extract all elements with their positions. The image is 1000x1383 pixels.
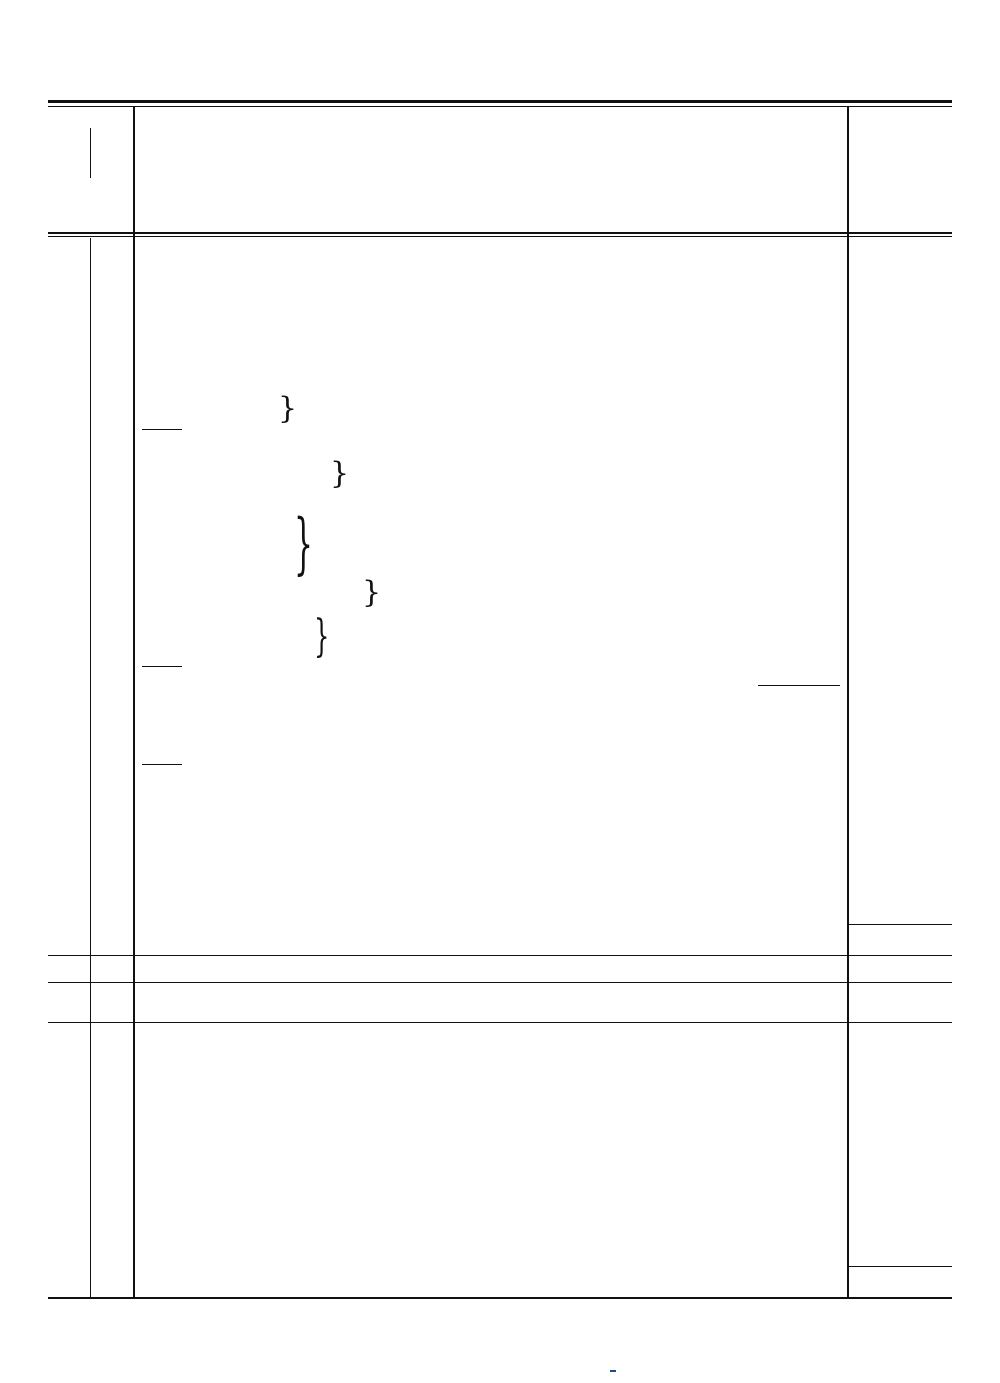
bottom-rule xyxy=(48,1297,952,1299)
header-rule-thin xyxy=(48,236,952,237)
header-rule xyxy=(48,232,952,234)
section-rule xyxy=(48,1022,952,1023)
top-rule xyxy=(48,100,952,103)
sum-rule xyxy=(142,429,182,430)
brace: } xyxy=(314,611,330,662)
brace: } xyxy=(362,575,382,610)
section-rule xyxy=(48,982,952,983)
brace: } xyxy=(330,456,350,491)
kap-tit-divider xyxy=(90,128,91,178)
seite-rule xyxy=(849,1266,952,1267)
sum-rule xyxy=(142,764,182,765)
section-rule xyxy=(48,955,952,956)
brace: } xyxy=(294,505,313,582)
text-amount-divider xyxy=(847,107,849,1297)
summe-rule xyxy=(849,924,952,925)
dfg-logo xyxy=(610,1370,616,1372)
sum-rule xyxy=(758,685,840,686)
footer xyxy=(606,1365,616,1377)
brace: } xyxy=(278,391,298,426)
tit-text-divider xyxy=(133,107,135,1297)
kap-tit-divider-body xyxy=(90,238,91,1298)
top-rule-thin xyxy=(48,106,952,107)
sum-rule xyxy=(142,666,182,667)
